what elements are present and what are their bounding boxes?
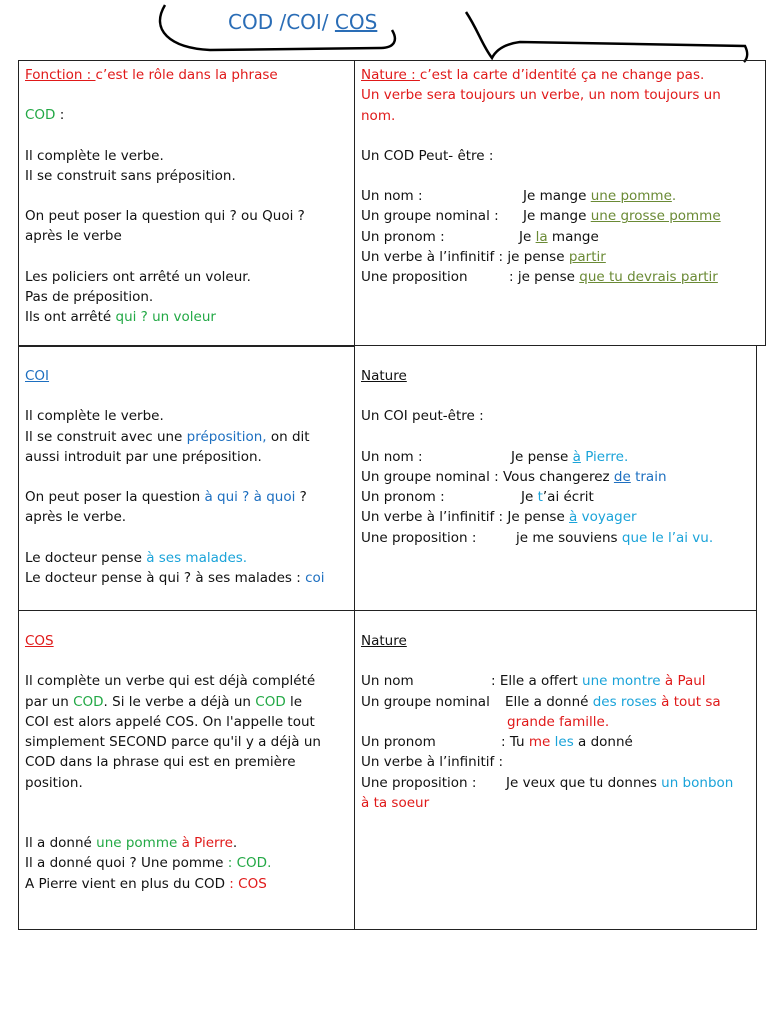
cod-nature-cell: Nature : c’est la carte d’identité ça ne change pas. Un verbe sera toujours un verbe, un nom toujours un nom. Un COD Peut- être : Un nom : Je mange une pomme. Un groupe nominal : Je mange une grosse pomme Un pronom : Je la mange Un verbe à l’infinitif : je pense partir Une proposition : je pense que tu devrais partir: [354, 60, 766, 346]
cos-nature-cell: Nature Un nom : Elle a offert une montre à Paul Un groupe nominal Elle a donné des roses à tout sa grande famille. Un pronom : Tu me les a donné Un verbe à l’infinitif : Une proposition : Je veux que tu donnes un bonbon à ta soeur: [354, 610, 757, 930]
fonction-label: Fonction :: [25, 67, 96, 83]
nature-label: Nature: [361, 633, 407, 649]
coi-cell: COI Il complète le verbe. Il se construit avec une préposition, on dit aussi introduit par une préposition. On peut poser la question à qui ? à quoi ? après le verbe. Le docteur pense à ses malades. Le docteur pense à qui ? à ses malades : coi: [18, 345, 355, 611]
cos-heading: COS: [25, 633, 54, 649]
nature-label: Nature :: [361, 67, 420, 83]
coi-heading: COI: [25, 368, 50, 384]
cod-fonction-cell: Fonction : c’est le rôle dans la phrase COD : Il complète le verbe. Il se construit sans préposition. On peut poser la question qui ? ou Quoi ? après le verbe Les policiers ont arrêté un voleur. Pas de préposition. Ils ont arrêté qui ? un voleur: [18, 60, 355, 347]
coi-nature-cell: Nature Un COI peut-être : Un nom : Je pense à Pierre. Un groupe nominal : Vous changerez de train Un pronom : Je t’ai écrit Un verbe à l’infinitif : Je pense à voyager Une proposition : je me souviens que le l’ai vu.: [354, 345, 757, 611]
cod-heading: COD: [25, 107, 56, 124]
page-title: COD /COI/ COS: [228, 10, 378, 34]
cos-cell: COS Il complète un verbe qui est déjà complété par un COD. Si le verbe a déjà un COD le COI est alors appelé COS. On l'appelle tout simplement SECOND parce qu'il y a déjà un COD dans la phrase qui est en première position. Il a donné une pomme à Pierre. Il a donné quoi ? Une pomme : COD. A Pierre vient en plus du COD : COS: [18, 610, 355, 930]
nature-label: Nature: [361, 368, 407, 384]
